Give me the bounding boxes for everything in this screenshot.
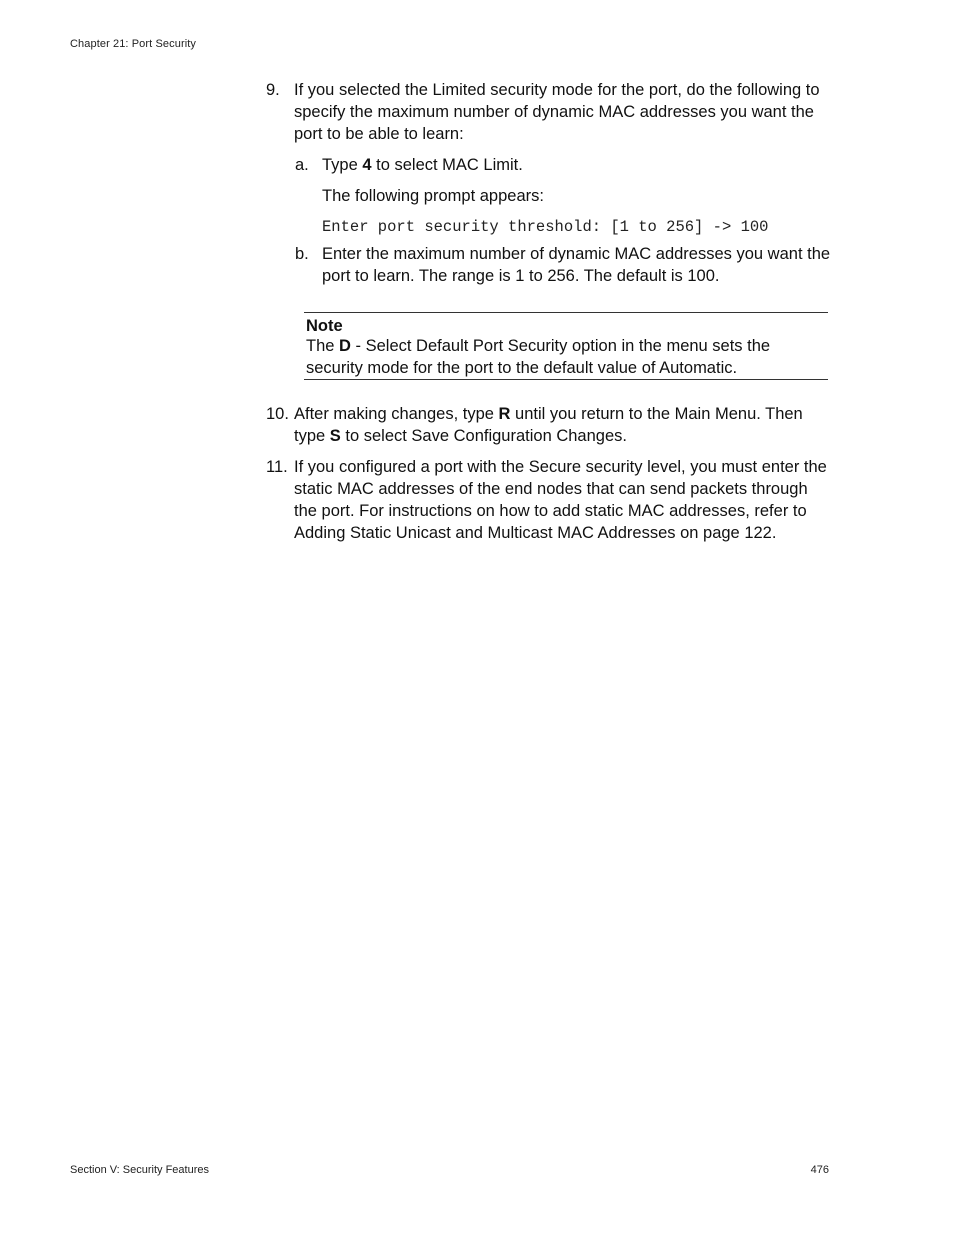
- note-key: D: [339, 337, 351, 355]
- step-10-key-s: S: [329, 427, 341, 445]
- step-10-number: 10.: [266, 405, 289, 423]
- step-11-text: If you configured a port with the Secure security level, you must enter the static MAC addresses of the end nodes that can send packets through the port. For instructions on how to add static MAC addresses, refer to Adding Static Unicast and Multicast MAC Addresses on page 122.: [294, 458, 827, 542]
- step-11-number: 11.: [266, 458, 288, 476]
- running-header: Chapter 21: Port Security: [70, 38, 197, 50]
- step-10: [266, 403, 832, 447]
- step-10-key-r: R: [498, 405, 511, 423]
- substep-a-key: 4: [362, 156, 372, 174]
- substep-b-text: Enter the maximum number of dynamic MAC addresses you want the port to learn. The range is 1 to 256. The default is 100.: [322, 245, 831, 285]
- step-10-text-post: to select Save Configuration Changes.: [340, 427, 627, 445]
- step-10-text-pre: After making changes, type: [294, 405, 499, 423]
- note-text-pre: The: [306, 337, 340, 355]
- page-number: 476: [810, 1164, 829, 1176]
- note-text: [306, 335, 826, 379]
- step-10-text: [294, 403, 830, 447]
- note-text-post: - Select Default Port Security option in the menu sets the security mode for the port to the default value of Automatic.: [306, 337, 771, 377]
- substep-a-label: a.: [295, 156, 309, 174]
- step-9: [266, 79, 832, 149]
- substep-a-text-post: to select MAC Limit.: [371, 156, 523, 174]
- running-footer-section: Section V: Security Features: [70, 1164, 209, 1176]
- substep-b-label: b.: [295, 245, 309, 263]
- note-title: Note: [306, 317, 343, 335]
- prompt-intro: The following prompt appears:: [322, 187, 544, 205]
- step-9-substep-a: [295, 154, 835, 176]
- prompt-code: Enter port security threshold: [1 to 256] -> 100: [322, 218, 769, 236]
- step-9-text: If you selected the Limited security mode for the port, do the following to specify the maximum number of dynamic MAC addresses you want the port to be able to learn:: [294, 81, 820, 143]
- step-10-text-mid: until you return to the Main Menu. Then type: [294, 405, 803, 445]
- step-9-substep-b: [295, 243, 835, 287]
- note-box: [304, 312, 828, 380]
- step-9-number: 9.: [266, 81, 280, 99]
- substep-a-text: [322, 154, 832, 176]
- step-11: [266, 456, 832, 568]
- substep-a-text-pre: Type: [322, 156, 363, 174]
